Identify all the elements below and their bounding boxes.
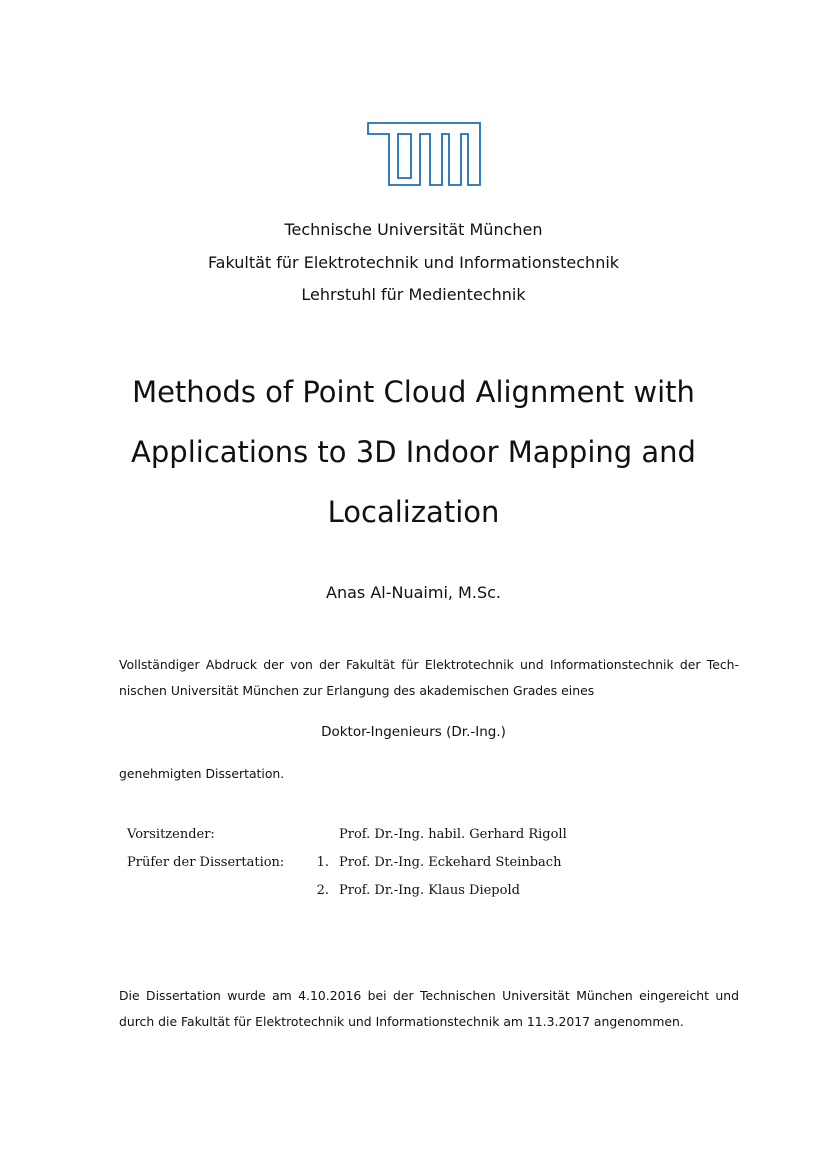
title-line: Localization: [327, 495, 500, 529]
university-name: Technische Universität München: [284, 220, 543, 239]
committee-member: Prof. Dr.-Ing. Klaus Diepold: [339, 882, 520, 898]
author-name: Anas Al-Nuaimi, M.Sc.: [326, 583, 501, 602]
title-line: Applications to 3D Indoor Mapping and: [131, 435, 696, 469]
committee-number: [297, 820, 339, 848]
faculty-name: Fakultät für Elektrotechnik und Informationstechnik: [207, 253, 620, 272]
dissertation-title: [100, 362, 727, 542]
committee-number: 2.: [316, 882, 329, 898]
chair-name: Lehrstuhl für Medientechnik: [301, 285, 526, 304]
submission-line: durch die Fakultät für Elektrotechnik und Informationstechnik am 11.3.2017 angenommen.: [119, 1014, 684, 1029]
committee-member: Prof. Dr.-Ing. habil. Gerhard Rigoll: [339, 826, 567, 842]
tum-logo-icon: [367, 122, 481, 186]
statement-line: nischen Universität München zur Erlangung des akademischen Grades eines: [119, 683, 595, 698]
committee-role: Prüfer der Dissertation:: [127, 854, 285, 870]
committee-member: Prof. Dr.-Ing. Eckehard Steinbach: [339, 854, 562, 870]
examination-committee: [127, 820, 567, 904]
approved-text: genehmigten Dissertation.: [119, 766, 285, 781]
submission-paragraph: [119, 983, 739, 1035]
statement-line: Vollständiger Abdruck der von der Fakultät für Elektrotechnik und Informationstechnik der Tech-: [119, 657, 739, 672]
degree-name: Doktor-Ingenieurs (Dr.-Ing.): [321, 724, 506, 740]
committee-row: [127, 820, 567, 848]
committee-row: [127, 848, 567, 876]
committee-number: 1.: [316, 854, 329, 870]
committee-role: [127, 876, 297, 904]
committee-row: [127, 876, 567, 904]
committee-role: Vorsitzender:: [127, 826, 215, 842]
title-line: Methods of Point Cloud Alignment with: [132, 375, 695, 409]
statement-paragraph: [119, 652, 739, 704]
submission-line: Die Dissertation wurde am 4.10.2016 bei der Technischen Universität München eingereicht und: [119, 988, 739, 1003]
